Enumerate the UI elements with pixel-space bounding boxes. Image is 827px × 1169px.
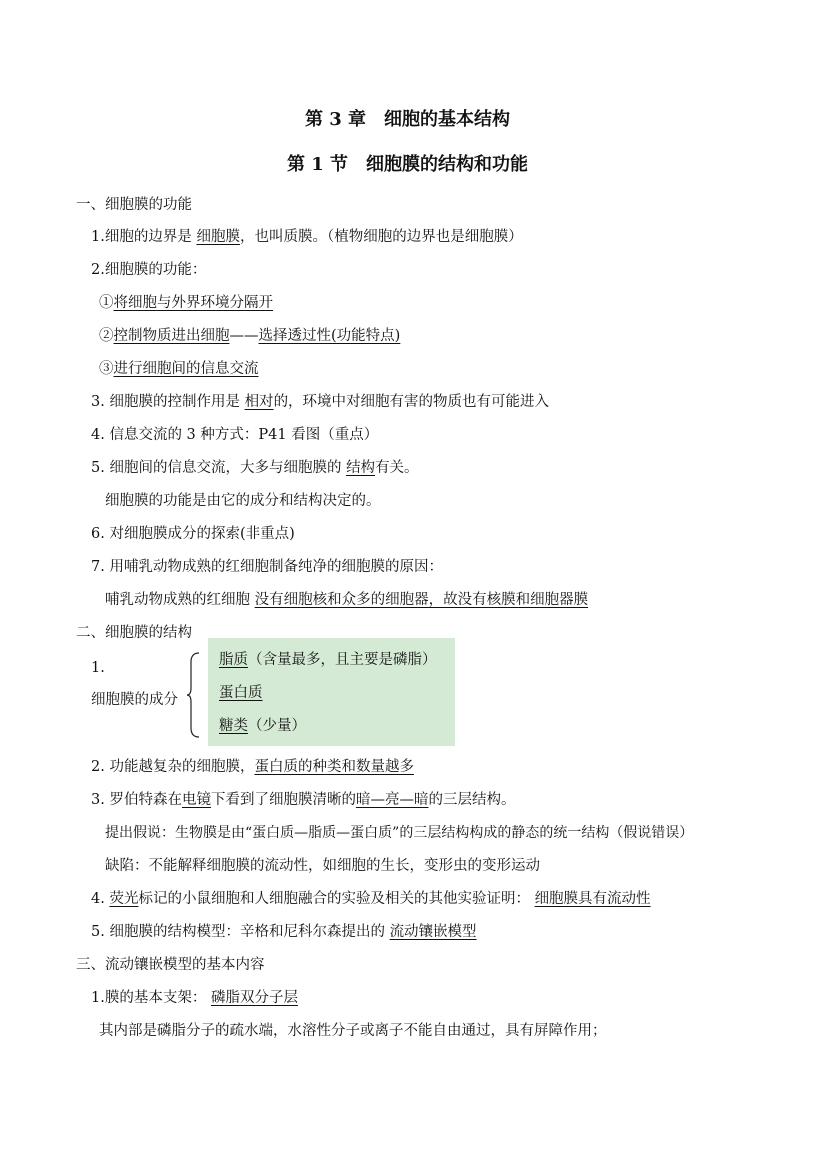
- p1-item1: 1.细胞的边界是 细胞膜，也叫质膜。（植物细胞的边界也是细胞膜）: [91, 229, 523, 245]
- section-title: 第 1 节 细胞膜的结构和功能: [287, 154, 529, 175]
- part3-heading: 三、流动镶嵌模型的基本内容: [76, 957, 265, 973]
- p2-item1-label: 细胞膜的成分: [91, 692, 178, 708]
- p1-item3: 3. 细胞膜的控制作用是 相对的，环境中对细胞有害的物质也有可能进入: [91, 394, 550, 410]
- p2-item3: 3. 罗伯特森在电镜下看到了细胞膜清晰的暗—亮—暗的三层结构。: [91, 792, 516, 808]
- p1-item5-note: 细胞膜的功能是由它的成分和结构决定的。: [105, 493, 381, 509]
- p1-item7-answer: 哺乳动物成熟的红细胞 没有细胞核和众多的细胞器，故没有核膜和细胞器膜: [105, 592, 589, 608]
- p2-item5: 5. 细胞膜的结构模型：辛格和尼科尔森提出的 流动镶嵌模型: [91, 924, 477, 940]
- part1-heading: 一、细胞膜的功能: [76, 197, 192, 213]
- brace-icon: [186, 652, 200, 738]
- chapter-title: 第 3 章 细胞的基本结构: [305, 109, 511, 130]
- p2-item3-defect: 缺陷：不能解释细胞膜的流动性，如细胞的生长，变形虫的变形运动: [105, 858, 540, 874]
- p1-item7: 7. 用哺乳动物成熟的红细胞制备纯净的细胞膜的原因：: [91, 559, 443, 575]
- part2-heading: 二、细胞膜的结构: [76, 625, 192, 641]
- comp-sugar: 糖类（少量）: [219, 718, 306, 734]
- p1-item2: 2.细胞膜的功能：: [91, 262, 207, 278]
- p3-item1: 1.膜的基本支架： 磷脂双分子层: [91, 990, 298, 1006]
- p2-item2: 2. 功能越复杂的细胞膜，蛋白质的种类和数量越多: [91, 759, 414, 775]
- p1-func3: ③进行细胞间的信息交流: [99, 361, 259, 377]
- p2-item4: 4. 荧光标记的小鼠细胞和人细胞融合的实验及相关的其他实验证明： 细胞膜具有流动性: [91, 891, 651, 907]
- p1-item4: 4. 信息交流的 3 种方式：P41 看图（重点）: [91, 427, 379, 443]
- p1-func2: ②控制物质进出细胞——选择透过性(功能特点): [99, 328, 401, 344]
- p2-item3-hypothesis: 提出假说：生物膜是由“蛋白质—脂质—蛋白质”的三层结构构成的静态的统一结构（假说错误）: [105, 825, 694, 841]
- p3-item1-note: 其内部是磷脂分子的疏水端，水溶性分子或离子不能自由通过，具有屏障作用；: [99, 1023, 607, 1039]
- p1-func1: ①将细胞与外界环境分隔开: [99, 295, 273, 311]
- p1-item5: 5. 细胞间的信息交流，大多与细胞膜的 结构有关。: [91, 460, 419, 476]
- comp-protein: 蛋白质: [219, 685, 263, 701]
- p2-item1-number: 1.: [91, 660, 105, 676]
- comp-lipid: 脂质（含量最多，且主要是磷脂）: [219, 652, 437, 668]
- p1-item6: 6. 对细胞膜成分的探索(非重点): [91, 526, 295, 542]
